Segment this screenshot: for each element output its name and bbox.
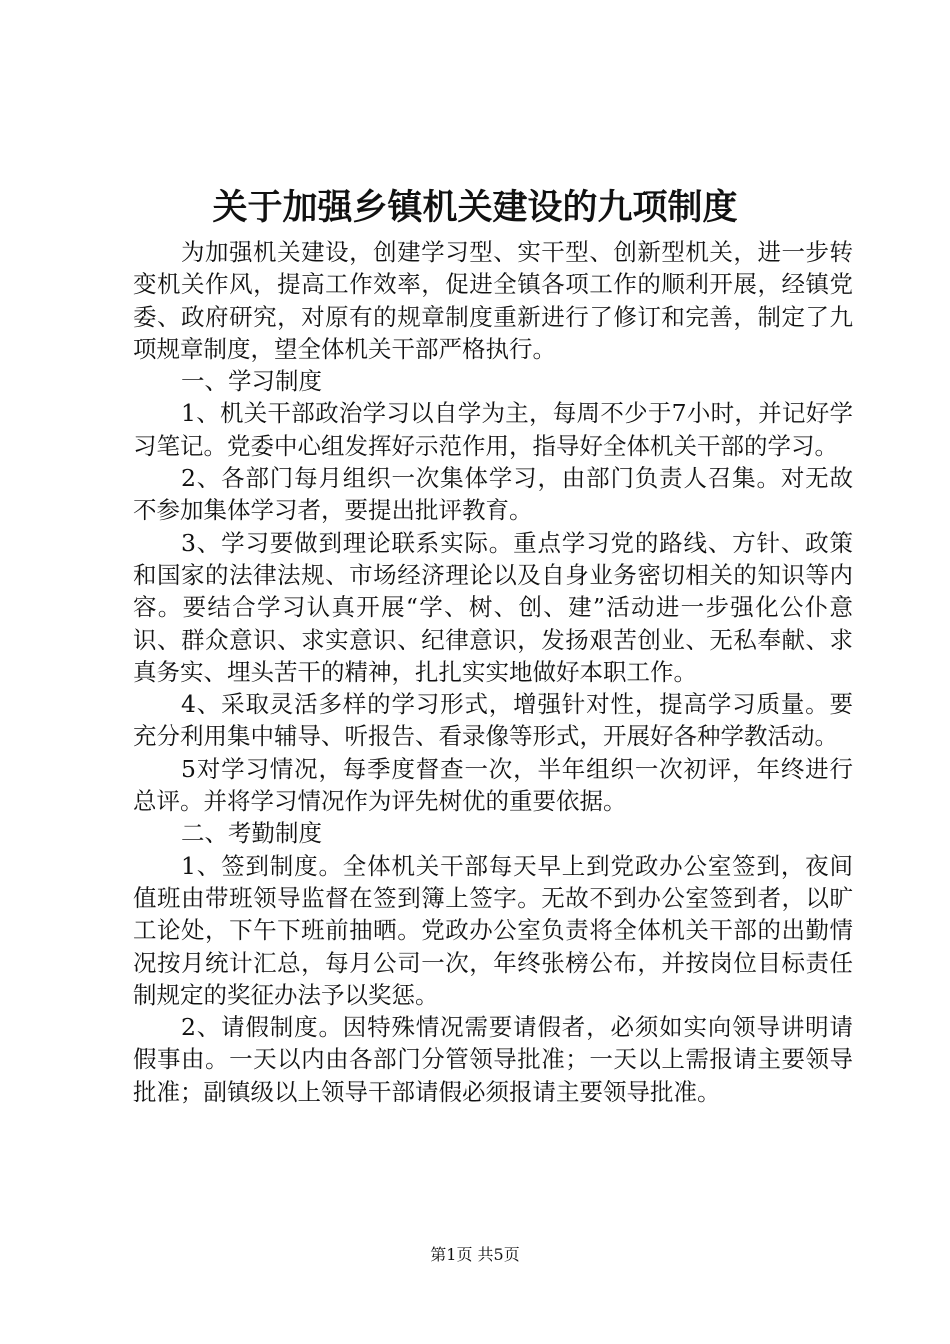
- paragraph-study-3: 3、学习要做到理论联系实际。重点学习党的路线、方针、政策和国家的法律法规、市场经济理论以及自身业务密切相关的知识等内容。要结合学习认真开展“学、树、创、建”活动进一步强化公仆意识、群众意识、求实意识、纪律意识，发扬艰苦创业、无私奉献、求真务实、埋头苦干的精神，扎扎实实地做好本职工作。: [133, 528, 853, 686]
- paragraph-attendance-2: 2、请假制度。因特殊情况需要请假者，必须如实向领导讲明请假事由。一天以内由各部门分管领导批准；一天以上需报请主要领导批准；副镇级以上领导干部请假必须报请主要领导批准。: [133, 1013, 853, 1106]
- paragraph-study-5: 5对学习情况，每季度督查一次，半年组织一次初评，年终进行总评。并将学习情况作为评先树优的重要依据。: [133, 754, 853, 816]
- document-title: 关于加强乡镇机关建设的九项制度: [212, 187, 738, 228]
- paragraph-study-4: 4、采取灵活多样的学习形式，增强针对性，提高学习质量。要充分利用集中辅导、听报告、看录像等形式，开展好各种学教活动。: [133, 690, 853, 751]
- paragraph-study-2: 2、各部门每月组织一次集体学习，由部门负责人召集。对无故不参加集体学习者，要提出批评教育。: [133, 464, 853, 525]
- paragraph-intro: 为加强机关建设，创建学习型、实干型、创新型机关，进一步转变机关作风，提高工作效率，促进全镇各项工作的顺利开展，经镇党委、政府研究，对原有的规章制度重新进行了修订和完善，制定了九项规章制度，望全体机关干部严格执行。: [133, 238, 853, 363]
- section-heading-study: 一、学习制度: [181, 367, 322, 396]
- paragraph-attendance-1: 1、签到制度。全体机关干部每天早上到党政办公室签到，夜间值班由带班领导监督在签到簿上签字。无故不到办公室签到者，以旷工论处，下午下班前抽晒。党政办公室负责将全体机关干部的出勤情况按月统计汇总，每月公司一次，年终张榜公布，并按岗位目标责任制规定的奖征办法予以奖惩。: [133, 851, 853, 1009]
- document-body: [133, 236, 853, 1108]
- page-footer: 第1页 共5页: [430, 1245, 520, 1264]
- paragraph-study-1: 1、机关干部政治学习以自学为主，每周不少于7小时，并记好学习笔记。党委中心组发挥好示范作用，指导好全体机关干部的学习。: [133, 399, 853, 460]
- section-heading-attendance: 二、考勤制度: [181, 819, 322, 848]
